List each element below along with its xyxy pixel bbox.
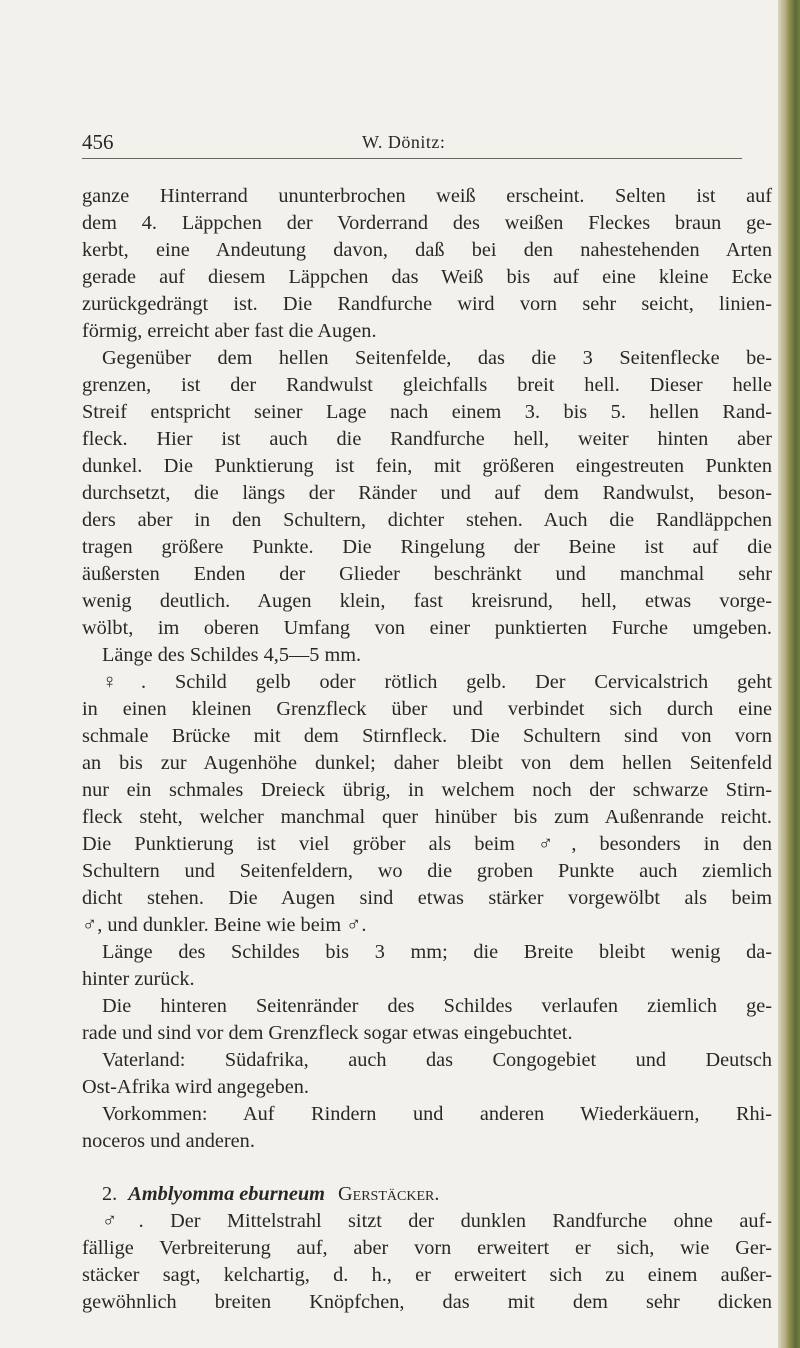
text-line: stäcker sagt, kelchartig, d. h., er erweitert sich zu einem außer- xyxy=(82,1264,772,1286)
text-line: Ost-Afrika wird angegeben. xyxy=(82,1076,309,1098)
text-line: Die Punktierung ist viel gröber als beim ♂, besonders in den xyxy=(82,833,772,855)
text-line: fleck steht, welcher manchmal quer hinüber bis zum Außenrande reicht. xyxy=(82,806,772,828)
species-author: Gerstäcker. xyxy=(338,1183,440,1205)
section-spacer xyxy=(82,1155,772,1181)
text-line: schmale Brücke mit dem Stirnfleck. Die Schultern sind von vorn xyxy=(82,725,772,747)
running-head xyxy=(82,130,742,156)
text-line: fällige Verbreiterung auf, aber vorn erweitert er sich, wie Ger- xyxy=(82,1237,772,1259)
species-name: Amblyomma eburneum xyxy=(128,1183,325,1205)
text-line: Streif entspricht seiner Lage nach einem 3. bis 5. hellen Rand- xyxy=(82,401,772,423)
text-line: grenzen, ist der Randwulst gleichfalls breit hell. Dieser helle xyxy=(82,374,772,396)
text-line: gerade auf diesem Läppchen das Weiß bis auf eine kleine Ecke xyxy=(82,266,772,288)
text-line: zurückgedrängt ist. Die Randfurche wird vorn sehr seicht, linien- xyxy=(82,293,772,315)
text-line: Vorkommen: Auf Rindern und anderen Wiederkäuern, Rhi- xyxy=(102,1103,772,1125)
text-line: äußersten Enden der Glieder beschränkt und manchmal sehr xyxy=(82,563,772,585)
header-rule xyxy=(82,158,742,159)
text-line: ders aber in den Schultern, dichter stehen. Auch die Randläppchen xyxy=(82,509,772,531)
text-line: Gegenüber dem hellen Seitenfelde, das die 3 Seitenflecke be- xyxy=(102,347,772,369)
text-line: durchsetzt, die längs der Ränder und auf dem Randwulst, beson- xyxy=(82,482,772,504)
text-line: Länge des Schildes bis 3 mm; die Breite bleibt wenig da- xyxy=(102,941,772,963)
text-line: förmig, erreicht aber fast die Augen. xyxy=(82,320,377,342)
page-number: 456 xyxy=(82,130,114,154)
text-line: ganze Hinterrand ununterbrochen weiß erscheint. Selten ist auf xyxy=(82,185,772,207)
text-line: fleck. Hier ist auch die Randfurche hell, weiter hinten aber xyxy=(82,428,772,450)
text-line: Vaterland: Südafrika, auch das Congogebiet und Deutsch xyxy=(102,1049,772,1071)
section-number: 2. xyxy=(102,1183,118,1205)
text-line: hinter zurück. xyxy=(82,968,195,990)
text-line: Schultern und Seitenfeldern, wo die groben Punkte auch ziemlich xyxy=(82,860,772,882)
text-line: Länge des Schildes 4,5—5 mm. xyxy=(102,644,362,666)
text-line: noceros und anderen. xyxy=(82,1130,255,1152)
text-line: kerbt, eine Andeutung davon, daß bei den nahestehenden Arten xyxy=(82,239,772,261)
text-line: ♀. Schild gelb oder rötlich gelb. Der Cervicalstrich geht xyxy=(102,671,772,693)
text-line: wenig deutlich. Augen klein, fast kreisrund, hell, etwas vorge- xyxy=(82,590,772,612)
text-line: rade und sind vor dem Grenzfleck sogar etwas eingebuchtet. xyxy=(82,1022,573,1044)
text-line: in einen kleinen Grenzfleck über und verbindet sich durch eine xyxy=(82,698,772,720)
text-line: tragen größere Punkte. Die Ringelung der Beine ist auf die xyxy=(82,536,772,558)
text-line: dunkel. Die Punktierung ist fein, mit größeren eingestreuten Punkten xyxy=(82,455,772,477)
text-line: gewöhnlich breiten Knöpfchen, das mit dem sehr dicken xyxy=(82,1291,772,1313)
text-line: wölbt, im oberen Umfang von einer punktierten Furche umgeben. xyxy=(82,617,772,639)
text-line: Die hinteren Seitenränder des Schildes verlaufen ziemlich ge- xyxy=(102,995,772,1017)
text-line: an bis zur Augenhöhe dunkel; daher bleibt von dem hellen Seitenfeld xyxy=(82,752,772,774)
text-line: dem 4. Läppchen der Vorderrand des weißen Fleckes braun ge- xyxy=(82,212,772,234)
page-edge xyxy=(778,0,800,1348)
section-heading xyxy=(82,1181,772,1208)
text-line: nur ein schmales Dreieck übrig, in welchem noch der schwarze Stirn- xyxy=(82,779,772,801)
text-line: dicht stehen. Die Augen sind etwas stärker vorgewölbt als beim xyxy=(82,887,772,909)
text-line: ♂. Der Mittelstrahl sitzt der dunklen Randfurche ohne auf- xyxy=(102,1210,772,1232)
body-text xyxy=(82,183,772,1316)
running-head-author: W. Dönitz: xyxy=(362,132,446,152)
text-line: ♂, und dunkler. Beine wie beim ♂. xyxy=(82,914,367,936)
